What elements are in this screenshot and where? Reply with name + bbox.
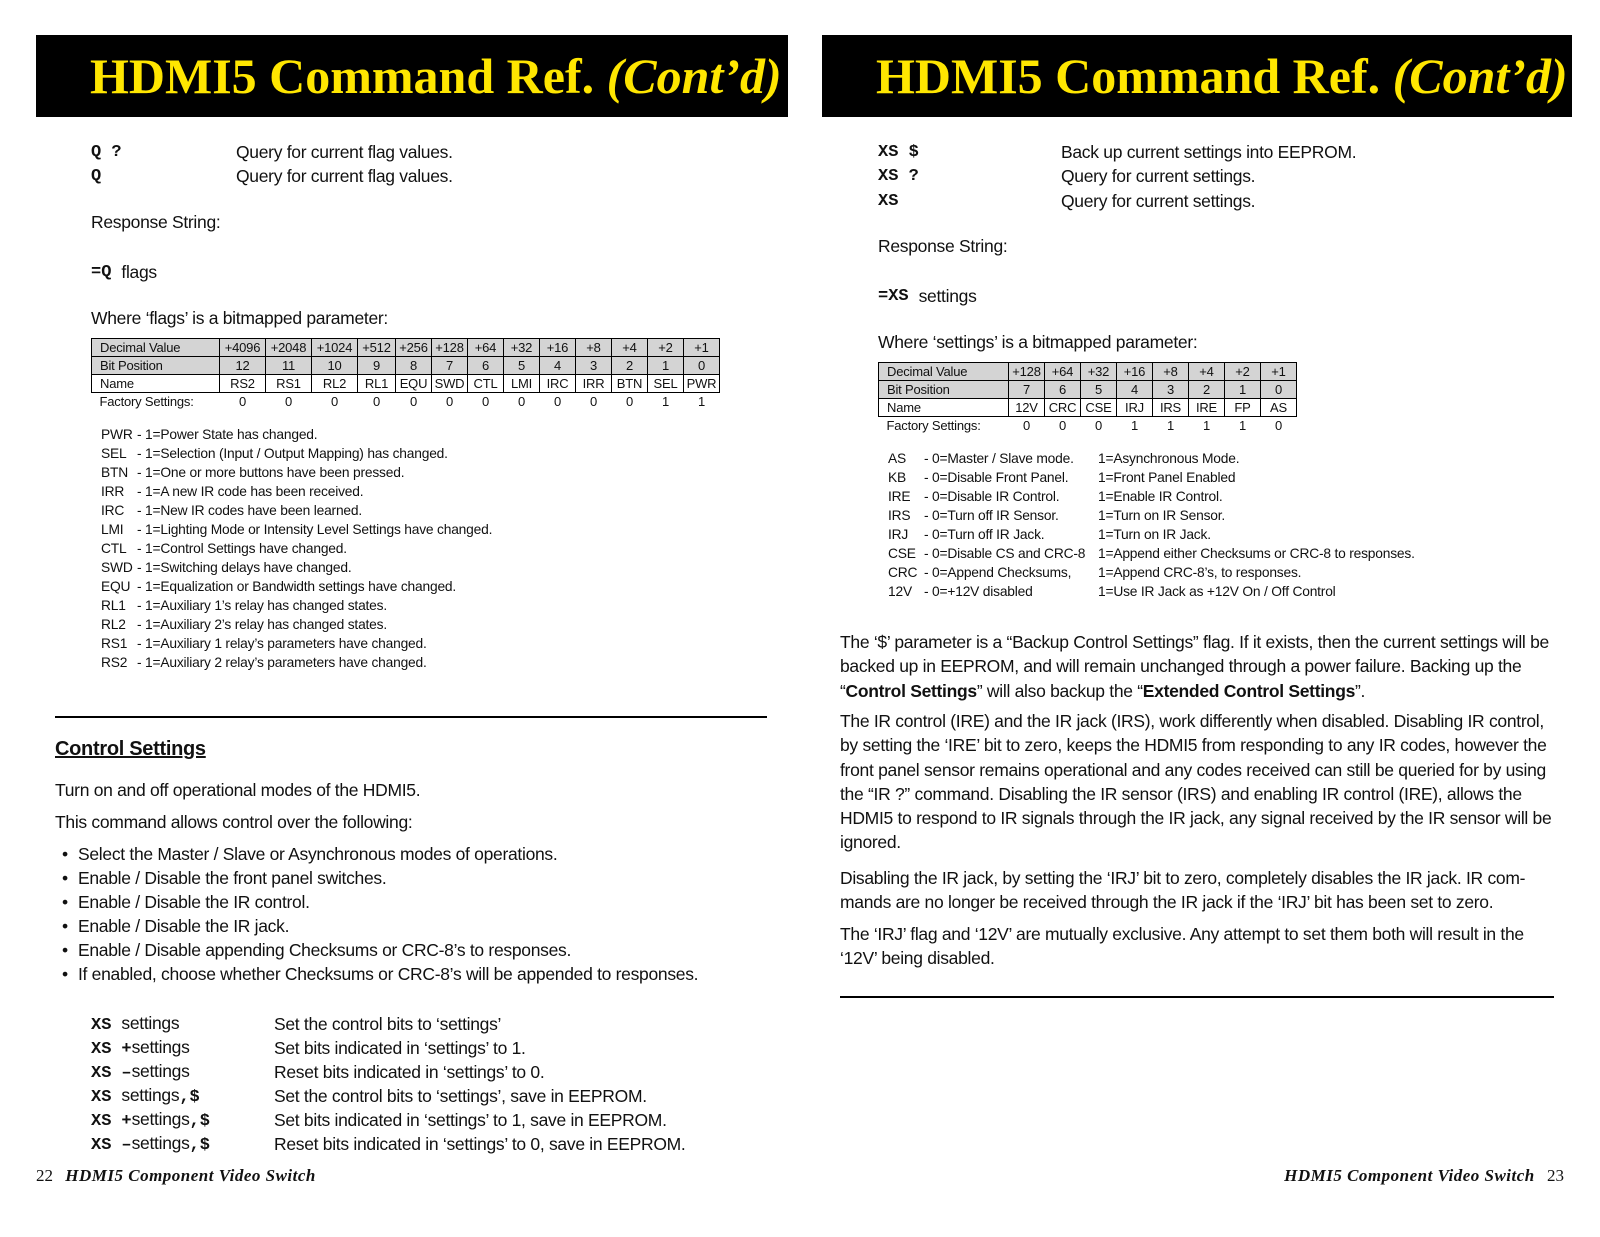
table-cell: AS bbox=[1261, 399, 1297, 417]
intro-text: Turn on and off operational modes of the HDMI5. bbox=[55, 780, 421, 800]
section-title: Control Settings bbox=[55, 738, 206, 760]
setting-code: IRS bbox=[888, 508, 911, 523]
ir-paragraph: The IR control (IRE) and the IR jack (IRS), work differently when disabled. Disabling IR control, by setting the ‘IRE’ bit to zero, keeps the HDMI5 from responding to any IR codes, however the front panel sensor remains operational and any codes received can still be queried for by using the “IR ?” command. Disabling the IR sensor (IRS) and enabling IR control (IRE), allows the HDMI5 to respond to IR signals through the IR jack, any signal received by the IR sensor will be ignored. bbox=[840, 711, 1552, 853]
row-label: Bit Position bbox=[879, 381, 1009, 399]
response-code: =Q bbox=[91, 262, 112, 282]
setting-item bbox=[888, 544, 1415, 563]
command-modifier: – bbox=[121, 1136, 132, 1155]
row-label: Name bbox=[92, 375, 220, 393]
table-cell: RS1 bbox=[266, 375, 312, 393]
setting-code: AS bbox=[888, 451, 907, 466]
intro-text: This command allows control over the following: bbox=[55, 812, 413, 832]
table-cell: CSE bbox=[1081, 399, 1117, 417]
response-arg: settings bbox=[918, 285, 977, 306]
table-cell: 5 bbox=[504, 357, 540, 375]
banner-contd: (Cont’d) bbox=[1392, 48, 1568, 104]
list-item-text: Enable / Disable the front panel switches. bbox=[78, 868, 387, 888]
list-item bbox=[62, 938, 571, 962]
table-cell: 0 bbox=[432, 393, 468, 411]
command-description: Set bits indicated in ‘settings’ to 1. bbox=[274, 1037, 526, 1058]
table-cell: CRC bbox=[1045, 399, 1081, 417]
xs-command-row bbox=[91, 1012, 501, 1036]
table-cell: 0 bbox=[684, 357, 720, 375]
xs-backup-command bbox=[878, 140, 1356, 164]
row-label: Bit Position bbox=[92, 357, 220, 375]
table-cell: +1 bbox=[1261, 363, 1297, 381]
table-cell: EQU bbox=[396, 375, 432, 393]
flag-item bbox=[101, 596, 387, 615]
command-modifier: + bbox=[121, 1040, 132, 1059]
table-cell: +2 bbox=[1225, 363, 1261, 381]
table-cell: 0 bbox=[1009, 417, 1045, 435]
flag-desc: - 1=Power State has changed. bbox=[137, 427, 318, 442]
command-code: XS bbox=[91, 1136, 112, 1155]
command-description: Query for current settings. bbox=[1061, 190, 1256, 211]
flag-item bbox=[101, 463, 404, 482]
list-item-text: Select the Master / Slave or Asynchronous modes of operations. bbox=[78, 844, 558, 864]
flag-desc: - 1=New IR codes have been learned. bbox=[137, 503, 363, 518]
command-code: XS bbox=[91, 1040, 112, 1059]
table-cell: 12V bbox=[1009, 399, 1045, 417]
row-label: Factory Settings: bbox=[92, 393, 220, 411]
table-cell: CTL bbox=[468, 375, 504, 393]
table-cell: +64 bbox=[468, 339, 504, 357]
table-cell: +128 bbox=[432, 339, 468, 357]
table-cell: 5 bbox=[1081, 381, 1117, 399]
decimal-value-row bbox=[92, 339, 720, 357]
table-cell: IRC bbox=[540, 375, 576, 393]
flag-code: EQU bbox=[101, 579, 131, 594]
flag-desc: - 1=A new IR code has been received. bbox=[137, 484, 364, 499]
table-cell: +256 bbox=[396, 339, 432, 357]
command-description: Query for current flag values. bbox=[236, 165, 453, 186]
para-bold: Control Settings bbox=[845, 680, 977, 701]
backup-paragraph bbox=[840, 630, 1552, 703]
setting-item bbox=[888, 487, 1222, 506]
table-cell: 1 bbox=[1117, 417, 1153, 435]
list-item bbox=[62, 842, 557, 866]
setting-one: 1=Asynchronous Mode. bbox=[1098, 451, 1240, 466]
setting-zero: - 0=Append Checksums, bbox=[924, 565, 1072, 580]
section-divider bbox=[55, 716, 767, 718]
table-cell: 0 bbox=[266, 393, 312, 411]
setting-zero: - 0=Disable Front Panel. bbox=[924, 470, 1069, 485]
command-code: XS bbox=[91, 1064, 112, 1083]
response-arg: flags bbox=[121, 261, 157, 282]
setting-item bbox=[888, 506, 1225, 525]
command-arg: settings bbox=[131, 1109, 190, 1129]
command-suffix: ,$ bbox=[179, 1088, 200, 1107]
decimal-value-row bbox=[879, 363, 1297, 381]
table-cell: 1 bbox=[648, 393, 684, 411]
xs-command-row bbox=[91, 1060, 544, 1084]
command-arg: settings bbox=[121, 1085, 180, 1105]
flag-item bbox=[101, 577, 456, 596]
table-cell: IRE bbox=[1189, 399, 1225, 417]
table-cell: 0 bbox=[576, 393, 612, 411]
table-cell: 9 bbox=[358, 357, 396, 375]
command-description: Query for current settings. bbox=[1061, 165, 1256, 186]
setting-item bbox=[888, 449, 1239, 468]
flag-desc: - 1=Auxiliary 1 relay’s parameters have changed. bbox=[137, 636, 427, 651]
exclusive-paragraph: The ‘IRJ’ flag and ‘12V’ are mutually exclusive. Any attempt to set them both will result in the ‘12V’ being disabled. bbox=[840, 924, 1524, 969]
table-cell: 3 bbox=[1153, 381, 1189, 399]
flag-code: RS2 bbox=[101, 655, 128, 670]
setting-one: 1=Append either Checksums or CRC-8 to responses. bbox=[1098, 546, 1415, 561]
command-code: XS $ bbox=[878, 142, 919, 162]
xs-command bbox=[878, 189, 1255, 213]
response-label: Response String: bbox=[878, 236, 1008, 256]
flag-item bbox=[101, 539, 347, 558]
page-footer-right bbox=[1284, 1166, 1564, 1186]
page-banner-right bbox=[822, 35, 1572, 117]
table-cell: 1 bbox=[648, 357, 684, 375]
footer-title: HDMI5 Component Video Switch bbox=[65, 1166, 316, 1185]
table-cell: 1 bbox=[1225, 381, 1261, 399]
list-item-text: If enabled, choose whether Checksums or CRC-8’s will be appended to responses. bbox=[78, 964, 699, 984]
table-cell: 0 bbox=[612, 393, 648, 411]
flag-code: RL2 bbox=[101, 617, 126, 632]
table-cell: +8 bbox=[1153, 363, 1189, 381]
table-cell: 0 bbox=[220, 393, 266, 411]
list-item-text: Enable / Disable the IR control. bbox=[78, 892, 310, 912]
flag-code: BTN bbox=[101, 465, 128, 480]
flags-bitmap-table bbox=[91, 338, 720, 411]
list-item-text: Enable / Disable appending Checksums or CRC-8’s to responses. bbox=[78, 940, 572, 960]
table-cell: 1 bbox=[1189, 417, 1225, 435]
table-cell: 12 bbox=[220, 357, 266, 375]
row-label: Decimal Value bbox=[879, 363, 1009, 381]
flag-code: RS1 bbox=[101, 636, 128, 651]
flag-desc: - 1=Switching delays have changed. bbox=[137, 560, 352, 575]
setting-code: CRC bbox=[888, 565, 918, 580]
table-cell: 1 bbox=[1153, 417, 1189, 435]
bullet-dot: • bbox=[62, 868, 68, 888]
banner-title: HDMI5 Command Ref. bbox=[90, 48, 595, 104]
table-cell: 6 bbox=[1045, 381, 1081, 399]
response-code: =XS bbox=[878, 286, 909, 306]
table-cell: +1 bbox=[684, 339, 720, 357]
ir-jack-paragraph: Disabling the IR jack, by setting the ‘IRJ’ bit to zero, completely disables the IR jack. IR com-mands are no longer be received through the IR jack if the ‘IRJ’ bit has been set to zero. bbox=[840, 868, 1526, 913]
setting-zero: - 0=Turn off IR Jack. bbox=[924, 527, 1045, 542]
table-cell: +2048 bbox=[266, 339, 312, 357]
flag-code: SWD bbox=[101, 560, 133, 575]
bit-position-row bbox=[879, 381, 1297, 399]
command-code: XS bbox=[91, 1112, 112, 1131]
flag-code: RL1 bbox=[101, 598, 126, 613]
setting-code: KB bbox=[888, 470, 907, 485]
q-query-command bbox=[91, 140, 453, 164]
command-description: Set bits indicated in ‘settings’ to 1, save in EEPROM. bbox=[274, 1109, 667, 1130]
setting-code: IRE bbox=[888, 489, 911, 504]
table-cell: SEL bbox=[648, 375, 684, 393]
table-cell: +32 bbox=[504, 339, 540, 357]
command-modifier: – bbox=[121, 1064, 132, 1083]
table-cell: 4 bbox=[1117, 381, 1153, 399]
command-suffix: ,$ bbox=[189, 1136, 210, 1155]
flag-item bbox=[101, 558, 351, 577]
command-description: Back up current settings into EEPROM. bbox=[1061, 141, 1357, 162]
xs-command-row bbox=[91, 1084, 647, 1108]
para-text: The ‘$’ parameter is a “Backup Control Settings” flag. If it exists, then the current settings will be backed up in EEPROM, and will remain unchanged through a power failure. Backing up the “ bbox=[840, 632, 1549, 701]
table-cell: 11 bbox=[266, 357, 312, 375]
setting-one: 1=Turn on IR Sensor. bbox=[1098, 508, 1226, 523]
para-text: ”. bbox=[1355, 680, 1366, 701]
flag-item bbox=[101, 615, 387, 634]
xs-command-row bbox=[91, 1132, 686, 1156]
response-label: Response String: bbox=[91, 212, 221, 232]
command-suffix: ,$ bbox=[189, 1112, 210, 1131]
setting-item bbox=[888, 582, 1336, 601]
command-code: XS bbox=[878, 191, 899, 211]
table-cell: FP bbox=[1225, 399, 1261, 417]
table-cell: +1024 bbox=[312, 339, 358, 357]
flag-desc: - 1=Auxiliary 2 relay’s parameters have changed. bbox=[137, 655, 427, 670]
table-cell: +64 bbox=[1045, 363, 1081, 381]
setting-item bbox=[888, 468, 1235, 487]
command-arg: settings bbox=[131, 1037, 190, 1057]
bullet-dot: • bbox=[62, 844, 68, 864]
list-item bbox=[62, 914, 289, 938]
flag-item bbox=[101, 520, 492, 539]
table-cell: +2 bbox=[648, 339, 684, 357]
flag-item bbox=[101, 634, 427, 653]
setting-item bbox=[888, 563, 1301, 582]
flag-code: IRC bbox=[101, 503, 125, 518]
table-cell: 6 bbox=[468, 357, 504, 375]
setting-one: 1=Front Panel Enabled bbox=[1098, 470, 1236, 485]
flag-code: LMI bbox=[101, 522, 124, 537]
flag-desc: - 1=One or more buttons have been pressed. bbox=[137, 465, 405, 480]
list-item bbox=[62, 890, 310, 914]
table-cell: SWD bbox=[432, 375, 468, 393]
page-banner-left bbox=[36, 35, 788, 117]
command-arg: settings bbox=[131, 1133, 190, 1153]
table-cell: 7 bbox=[1009, 381, 1045, 399]
flag-item bbox=[101, 444, 448, 463]
banner-title: HDMI5 Command Ref. bbox=[876, 48, 1381, 104]
row-label: Name bbox=[879, 399, 1009, 417]
table-cell: 0 bbox=[396, 393, 432, 411]
flag-desc: - 1=Lighting Mode or Intensity Level Settings have changed. bbox=[137, 522, 493, 537]
command-description: Reset bits indicated in ‘settings’ to 0. bbox=[274, 1061, 545, 1082]
command-description: Reset bits indicated in ‘settings’ to 0, save in EEPROM. bbox=[274, 1133, 686, 1154]
table-cell: RL1 bbox=[358, 375, 396, 393]
setting-zero: - 0=Disable IR Control. bbox=[924, 489, 1060, 504]
section-divider bbox=[840, 996, 1554, 998]
bullet-dot: • bbox=[62, 964, 68, 984]
footer-title: HDMI5 Component Video Switch bbox=[1284, 1166, 1535, 1185]
table-cell: 4 bbox=[540, 357, 576, 375]
response-string bbox=[91, 260, 157, 284]
flag-item bbox=[101, 425, 317, 444]
table-cell: PWR bbox=[684, 375, 720, 393]
table-cell: 1 bbox=[1225, 417, 1261, 435]
bit-position-row bbox=[92, 357, 720, 375]
setting-zero: - 0=+12V disabled bbox=[924, 584, 1033, 599]
command-arg: settings bbox=[121, 1013, 180, 1033]
command-code: XS ? bbox=[878, 166, 919, 186]
table-cell: +4 bbox=[612, 339, 648, 357]
table-cell: 0 bbox=[1261, 417, 1297, 435]
command-arg: settings bbox=[131, 1061, 190, 1081]
page-footer-left bbox=[36, 1166, 316, 1186]
table-cell: +8 bbox=[576, 339, 612, 357]
table-cell: +16 bbox=[540, 339, 576, 357]
row-label: Decimal Value bbox=[92, 339, 220, 357]
table-cell: 0 bbox=[468, 393, 504, 411]
setting-item bbox=[888, 525, 1211, 544]
page-number: 22 bbox=[36, 1166, 53, 1185]
factory-settings-row bbox=[92, 393, 720, 411]
table-cell: +32 bbox=[1081, 363, 1117, 381]
flag-item bbox=[101, 653, 427, 672]
flag-desc: - 1=Selection (Input / Output Mapping) has changed. bbox=[137, 446, 448, 461]
table-cell: +512 bbox=[358, 339, 396, 357]
setting-zero: - 0=Turn off IR Sensor. bbox=[924, 508, 1059, 523]
banner-contd: (Cont’d) bbox=[606, 48, 782, 104]
response-string bbox=[878, 284, 977, 308]
table-cell: 2 bbox=[1189, 381, 1225, 399]
table-cell: 2 bbox=[612, 357, 648, 375]
where-text: Where ‘settings’ is a bitmapped parameter: bbox=[878, 332, 1198, 352]
table-cell: +4 bbox=[1189, 363, 1225, 381]
flag-code: CTL bbox=[101, 541, 127, 556]
setting-zero: - 0=Disable CS and CRC-8 bbox=[924, 546, 1086, 561]
list-item bbox=[62, 866, 386, 890]
flag-code: SEL bbox=[101, 446, 127, 461]
flag-desc: - 1=Auxiliary 1’s relay has changed states. bbox=[137, 598, 387, 613]
row-label: Factory Settings: bbox=[879, 417, 1009, 435]
table-cell: +16 bbox=[1117, 363, 1153, 381]
command-description: Set the control bits to ‘settings’ bbox=[274, 1013, 502, 1034]
name-row bbox=[879, 399, 1297, 417]
command-code: Q ? bbox=[91, 142, 122, 162]
setting-one: 1=Append CRC-8’s, to responses. bbox=[1098, 565, 1302, 580]
flag-item bbox=[101, 501, 362, 520]
flag-code: PWR bbox=[101, 427, 133, 442]
table-cell: 8 bbox=[396, 357, 432, 375]
table-cell: +4096 bbox=[220, 339, 266, 357]
setting-zero: - 0=Master / Slave mode. bbox=[924, 451, 1074, 466]
q-command bbox=[91, 164, 453, 188]
setting-code: CSE bbox=[888, 546, 916, 561]
table-cell: IRJ bbox=[1117, 399, 1153, 417]
command-description: Query for current flag values. bbox=[236, 141, 453, 162]
setting-code: IRJ bbox=[888, 527, 909, 542]
table-cell: IRS bbox=[1153, 399, 1189, 417]
para-text: ” will also backup the “ bbox=[976, 680, 1143, 701]
flag-code: IRR bbox=[101, 484, 125, 499]
table-cell: 0 bbox=[504, 393, 540, 411]
table-cell: 0 bbox=[540, 393, 576, 411]
setting-code: 12V bbox=[888, 584, 912, 599]
bullet-dot: • bbox=[62, 940, 68, 960]
page-number: 23 bbox=[1547, 1166, 1564, 1185]
setting-one: 1=Turn on IR Jack. bbox=[1098, 527, 1211, 542]
list-item bbox=[62, 962, 698, 986]
where-text: Where ‘flags’ is a bitmapped parameter: bbox=[91, 308, 388, 328]
table-cell: 0 bbox=[1045, 417, 1081, 435]
table-cell: 7 bbox=[432, 357, 468, 375]
command-code: XS bbox=[91, 1016, 112, 1035]
command-description: Set the control bits to ‘settings’, save in EEPROM. bbox=[274, 1085, 647, 1106]
setting-one: 1=Use IR Jack as +12V On / Off Control bbox=[1098, 584, 1336, 599]
para-bold: Extended Control Settings bbox=[1142, 680, 1356, 701]
name-row bbox=[92, 375, 720, 393]
table-cell: RL2 bbox=[312, 375, 358, 393]
xs-command-row bbox=[91, 1036, 526, 1060]
table-cell: IRR bbox=[576, 375, 612, 393]
xs-command-row bbox=[91, 1108, 667, 1132]
settings-bitmap-table bbox=[878, 362, 1297, 435]
table-cell: BTN bbox=[612, 375, 648, 393]
table-cell: LMI bbox=[504, 375, 540, 393]
list-item-text: Enable / Disable the IR jack. bbox=[78, 916, 290, 936]
table-cell: 0 bbox=[358, 393, 396, 411]
table-cell: 0 bbox=[312, 393, 358, 411]
command-code: XS bbox=[91, 1088, 112, 1107]
table-cell: RS2 bbox=[220, 375, 266, 393]
table-cell: 3 bbox=[576, 357, 612, 375]
bullet-dot: • bbox=[62, 916, 68, 936]
command-modifier: + bbox=[121, 1112, 132, 1131]
flag-desc: - 1=Auxiliary 2’s relay has changed states. bbox=[137, 617, 387, 632]
xs-query-command bbox=[878, 164, 1255, 188]
flag-desc: - 1=Control Settings have changed. bbox=[137, 541, 347, 556]
table-cell: 1 bbox=[684, 393, 720, 411]
table-cell: 0 bbox=[1081, 417, 1117, 435]
table-cell: +128 bbox=[1009, 363, 1045, 381]
bullet-dot: • bbox=[62, 892, 68, 912]
table-cell: 0 bbox=[1261, 381, 1297, 399]
flag-desc: - 1=Equalization or Bandwidth settings have changed. bbox=[137, 579, 457, 594]
flag-item bbox=[101, 482, 363, 501]
setting-one: 1=Enable IR Control. bbox=[1098, 489, 1223, 504]
table-cell: 10 bbox=[312, 357, 358, 375]
factory-settings-row bbox=[879, 417, 1297, 435]
command-code: Q bbox=[91, 166, 102, 186]
